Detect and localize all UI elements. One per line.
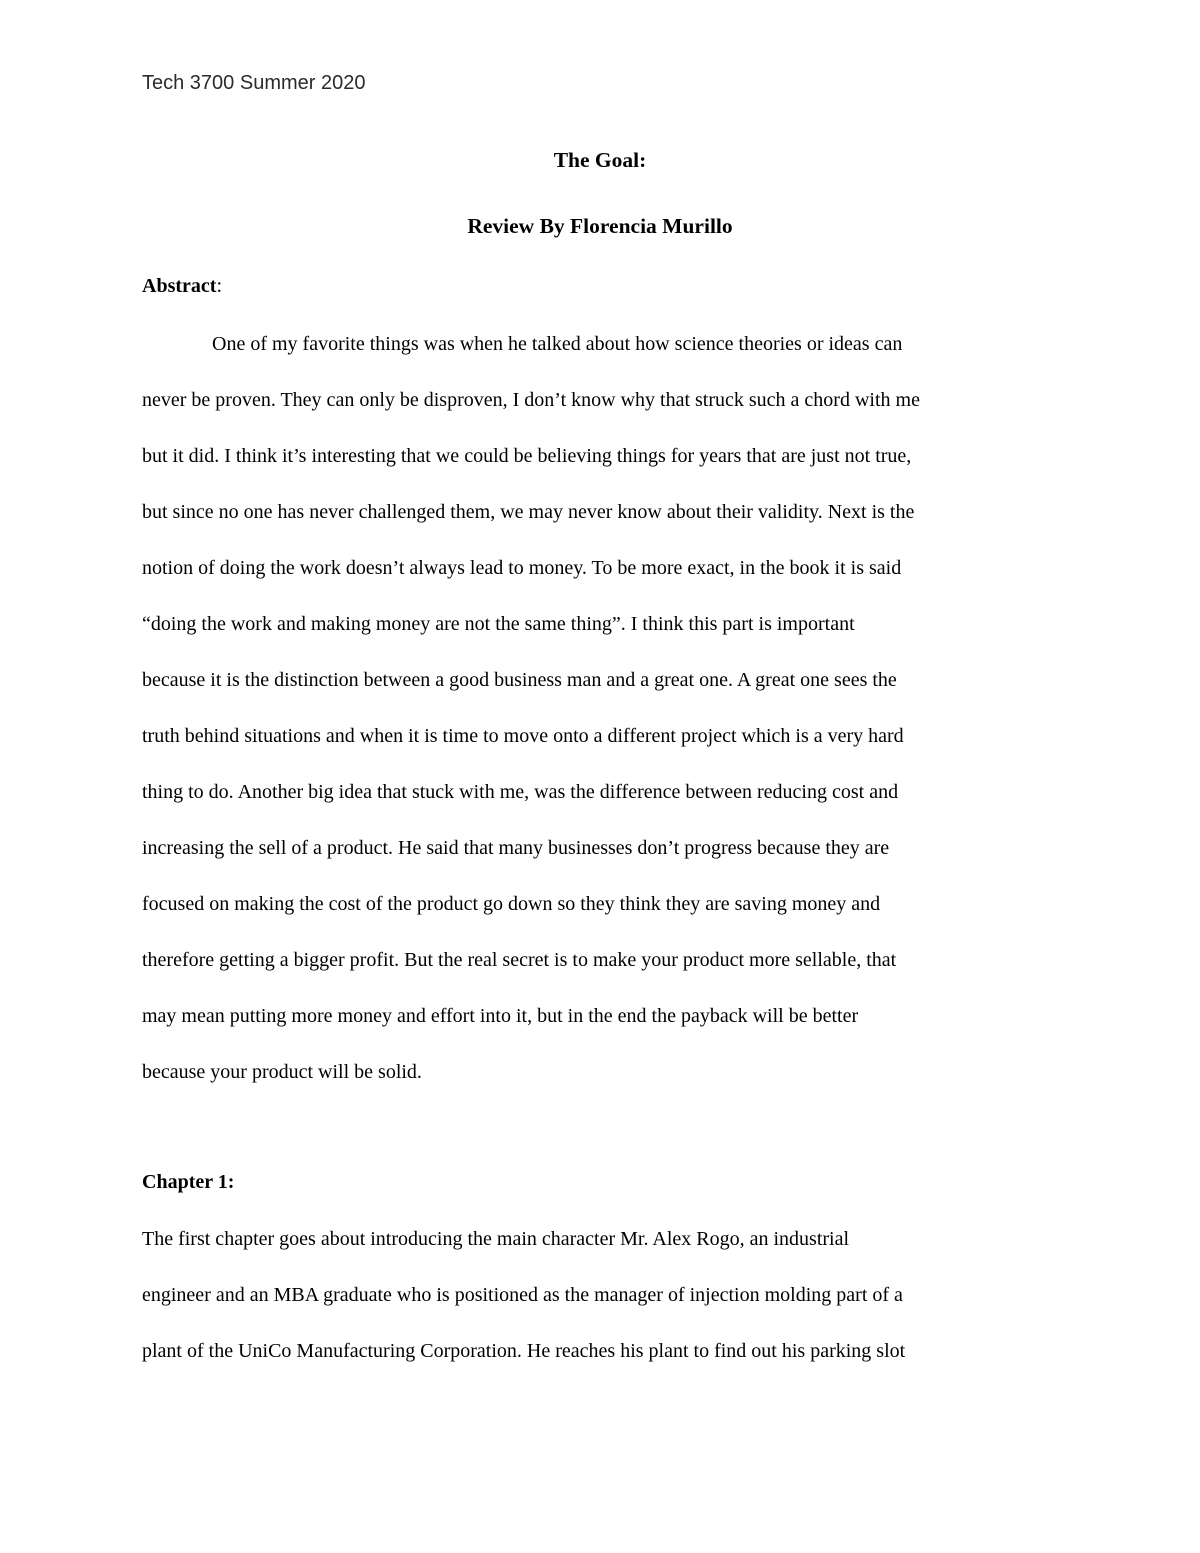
paragraph-line: but since no one has never challenged them, we may never know about their validity. Next is the	[142, 501, 915, 523]
abstract-heading-colon: :	[216, 275, 222, 297]
paragraph-line: therefore getting a bigger profit. But the real secret is to make your product more sellable, that	[142, 949, 897, 971]
paragraph-line: increasing the sell of a product. He said that many businesses don’t progress because they are	[142, 837, 890, 859]
paragraph-line: because your product will be solid.	[142, 1061, 422, 1083]
paragraph-line: engineer and an MBA graduate who is positioned as the manager of injection molding part of a	[142, 1284, 903, 1306]
abstract-heading-label: Abstract	[142, 275, 217, 297]
paragraph-line: plant of the UniCo Manufacturing Corporation. He reaches his plant to find out his parking slot	[142, 1340, 906, 1362]
paragraph-line: focused on making the cost of the product go down so they think they are saving money and	[142, 893, 881, 915]
paragraph-line: truth behind situations and when it is time to move onto a different project which is a very hard	[142, 725, 904, 747]
paragraph-line: but it did. I think it’s interesting that we could be believing things for years that are just not true,	[142, 445, 912, 467]
chapter-1-heading-label: Chapter 1:	[142, 1171, 235, 1193]
paragraph-line: because it is the distinction between a good business man and a great one. A great one sees the	[142, 669, 897, 691]
document-subtitle: Review By Florencia Murillo	[467, 214, 733, 238]
running-head: Tech 3700 Summer 2020	[142, 72, 366, 94]
chapter-1-heading	[142, 1171, 234, 1194]
paragraph-line: may mean putting more money and effort into it, but in the end the payback will be better	[142, 1005, 859, 1027]
paragraph-line: notion of doing the work doesn’t always lead to money. To be more exact, in the book it is said	[142, 557, 902, 579]
abstract-heading	[142, 275, 222, 298]
paragraph-line: One of my favorite things was when he talked about how science theories or ideas can	[212, 333, 903, 355]
paragraph-line: “doing the work and making money are not the same thing”. I think this part is important	[142, 613, 855, 635]
paragraph-line: never be proven. They can only be disproven, I don’t know why that struck such a chord with me	[142, 389, 920, 411]
paragraph-line: thing to do. Another big idea that stuck with me, was the difference between reducing cost and	[142, 781, 899, 803]
document-title: The Goal:	[553, 148, 647, 172]
paragraph-line: The first chapter goes about introducing the main character Mr. Alex Rogo, an industrial	[142, 1228, 850, 1250]
